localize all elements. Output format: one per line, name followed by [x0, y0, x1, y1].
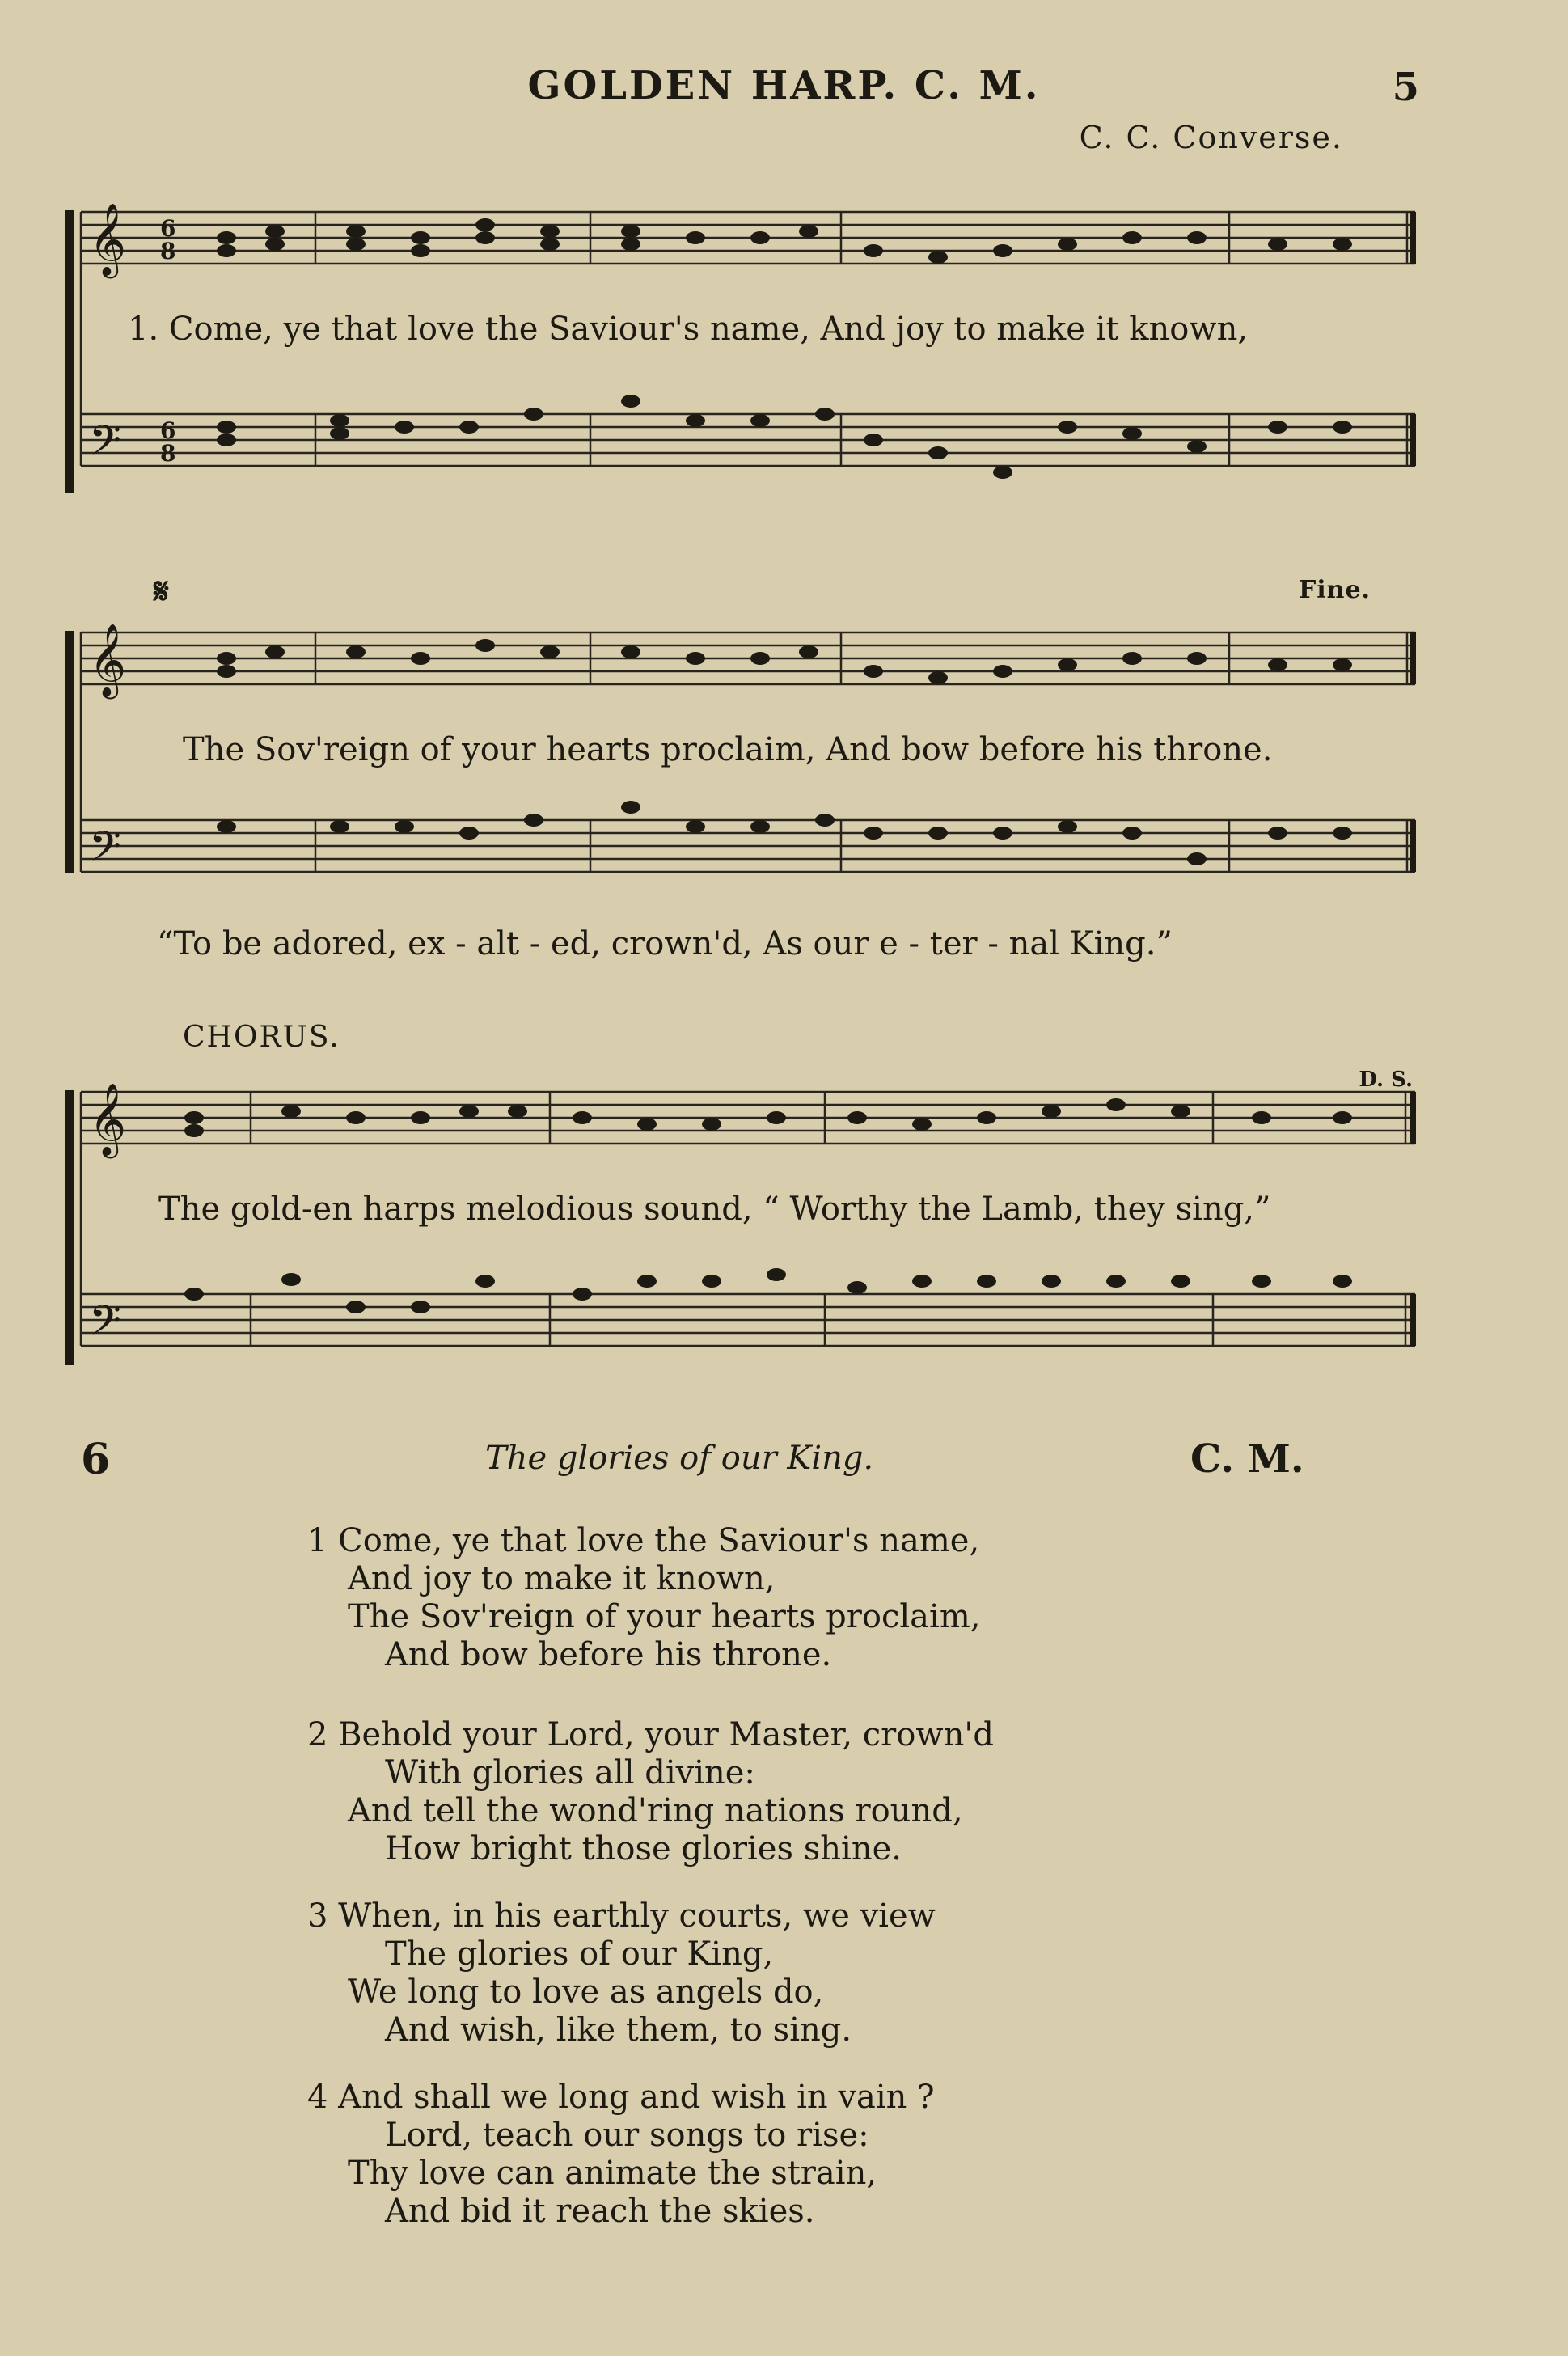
hymn-title: The glories of our King.: [485, 1440, 874, 1477]
verse-line: With glories all divine:: [385, 1754, 755, 1791]
verse-line: And tell the wond'ring nations round,: [348, 1792, 963, 1829]
brace: [65, 210, 74, 493]
dal-segno-marker: D. S.: [1359, 1068, 1413, 1092]
verse-line: 3 When, in his earthly courts, we view: [307, 1897, 936, 1935]
verse-line: 1 Come, ye that love the Saviour's name,: [307, 1522, 980, 1559]
verse-line: And joy to make it known,: [348, 1560, 776, 1597]
staff-system-1-graphic: [65, 188, 1423, 527]
verse-line: And bow before his throne.: [385, 1636, 832, 1673]
verse-line: How bright those glories shine.: [385, 1830, 902, 1867]
system-2-bass-lyric: “To be adored, ex - alt - ed, crown'd, As our e - ter - nal King.”: [157, 925, 1173, 962]
music-system-1: [65, 188, 1423, 527]
verse-line: The Sov'reign of your hearts proclaim,: [348, 1598, 981, 1635]
page-number: 5: [1392, 65, 1419, 110]
hymn-number: 6: [81, 1435, 111, 1484]
svg-text:𝄢: 𝄢: [89, 822, 121, 881]
staff-system-chorus-graphic: [65, 1068, 1423, 1391]
composer-credit: C. C. Converse.: [1079, 120, 1343, 155]
verse-line: Thy love can animate the strain,: [348, 2155, 877, 2192]
verse-line: Lord, teach our songs to rise:: [385, 2117, 869, 2154]
system-1-lyric: 1. Come, ye that love the Saviour's name, And joy to make it known,: [128, 311, 1249, 348]
chorus-lyric: The gold-en harps melodious sound, “ Worthy the Lamb, they sing,”: [158, 1191, 1271, 1228]
svg-text:8: 8: [160, 238, 176, 264]
verse-1: [307, 1522, 980, 1674]
fine-marker: Fine.: [1298, 576, 1371, 604]
verse-line: And wish, like them, to sing.: [385, 2011, 852, 2049]
verse-3: [307, 1897, 936, 2049]
verse-line: 4 And shall we long and wish in vain ?: [307, 2079, 935, 2116]
svg-text:𝄞: 𝄞: [89, 203, 127, 276]
svg-text:𝄞: 𝄞: [89, 1083, 127, 1156]
svg-text:𝄢: 𝄢: [89, 1296, 121, 1355]
svg-text:𝄞: 𝄞: [89, 624, 127, 696]
hymn-meter: C. M.: [1190, 1436, 1304, 1482]
verse-line: And bid it reach the skies.: [385, 2193, 815, 2230]
page-title: GOLDEN HARP. C. M.: [527, 63, 1041, 108]
chorus-label: CHORUS.: [183, 1021, 340, 1054]
verse-line: We long to love as angels do,: [348, 1973, 824, 2011]
svg-text:𝄢: 𝄢: [89, 416, 121, 475]
system-2-lyric: The Sov'reign of your hearts proclaim, And bow before his throne.: [183, 731, 1273, 768]
verse-4: [307, 2079, 935, 2231]
music-system-chorus: [65, 1068, 1423, 1391]
verse-2: [307, 1716, 994, 1868]
verse-line: The glories of our King,: [385, 1935, 774, 1973]
verse-line: 2 Behold your Lord, your Master, crown'd: [307, 1716, 994, 1753]
svg-text:6: 6: [160, 215, 176, 242]
svg-text:8: 8: [160, 440, 176, 467]
segno-sign: 𝄋: [154, 571, 169, 612]
svg-text:6: 6: [160, 417, 176, 444]
